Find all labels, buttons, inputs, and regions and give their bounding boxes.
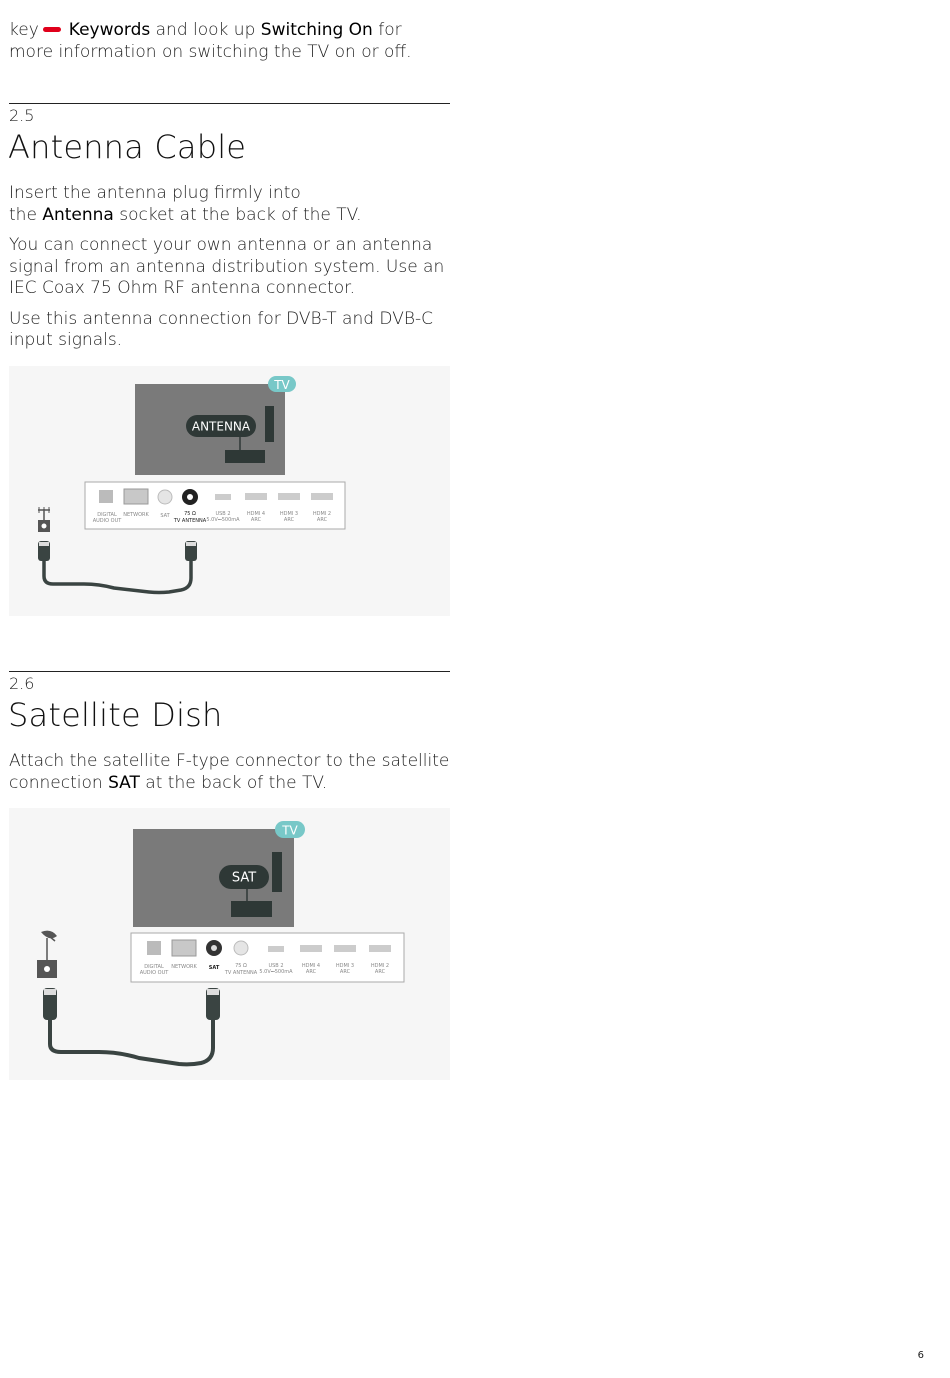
section-title: Satellite Dish	[8, 696, 223, 734]
text-line: Insert the antenna plug firmly into	[9, 183, 301, 203]
page-number: 6	[917, 1350, 924, 1361]
coax-plug-right-icon	[185, 541, 197, 561]
satellite-connection-figure	[9, 808, 450, 1080]
port-label: 75 Ω	[184, 511, 196, 517]
port-label: USB 2	[215, 511, 231, 517]
wall-antenna-socket-icon	[38, 507, 50, 532]
svg-text:ARC: ARC	[339, 969, 351, 975]
svg-text:TV ANTENNA: TV ANTENNA	[224, 970, 258, 976]
section-rule	[9, 671, 450, 672]
port-hdmi3	[278, 493, 300, 500]
port-label: DIGITAL	[97, 512, 117, 518]
callout-label: ANTENNA	[191, 419, 251, 434]
tv-socket-block	[225, 450, 265, 463]
red-key-icon	[43, 27, 61, 32]
paragraph	[9, 183, 450, 226]
section-rule	[9, 103, 450, 104]
svg-text:ARC: ARC	[283, 517, 295, 523]
intro-text-key: key	[9, 20, 39, 40]
coax-plug-right-icon	[206, 988, 220, 1020]
svg-text:5.0V⎓500mA: 5.0V⎓500mA	[206, 517, 240, 523]
text-span: the	[9, 204, 43, 225]
port-label: HDMI 2	[312, 511, 332, 517]
section-body	[9, 183, 450, 352]
section-body	[9, 751, 450, 794]
port-antenna	[234, 941, 248, 955]
port-hdmi4	[300, 945, 322, 952]
port-hdmi2	[311, 493, 333, 500]
intro-keywords: Keywords	[68, 20, 151, 40]
port-label: NETWORK	[171, 964, 197, 970]
svg-text:ARC: ARC	[250, 517, 262, 523]
port-network	[172, 940, 196, 956]
svg-text:ARC: ARC	[305, 969, 317, 975]
port-label: USB 2	[268, 963, 284, 969]
section-title: Antenna Cable	[8, 128, 247, 166]
svg-text:ARC: ARC	[316, 517, 328, 523]
satellite-cable	[50, 1020, 213, 1064]
svg-text:AUDIO OUT: AUDIO OUT	[139, 970, 169, 976]
paragraph: Use this antenna connection for DVB-T and DVB-C input signals.	[9, 308, 433, 350]
antenna-cable	[44, 561, 191, 593]
intro-line-2: more information on switching the TV on or off.	[9, 41, 412, 62]
port-hdmi2	[369, 945, 391, 952]
port-usb	[268, 946, 284, 952]
satellite-dish-icon	[37, 931, 57, 978]
tv-socket-block	[231, 901, 272, 917]
port-label: DIGITAL	[144, 964, 164, 970]
paragraph	[9, 751, 450, 794]
svg-text:AUDIO OUT: AUDIO OUT	[92, 518, 122, 524]
svg-text:TV ANTENNA: TV ANTENNA	[173, 518, 207, 524]
text-span: connection	[9, 772, 109, 793]
paragraph: You can connect your own antenna or an antenna signal from an antenna distribution system. Use an IEC Coax 75 Ohm RF antenna connector.	[9, 235, 445, 298]
intro-for: for	[372, 20, 402, 40]
coax-plug-left-icon	[43, 988, 57, 1020]
section-number: 2.5	[9, 106, 35, 125]
tv-badge-label: TV	[274, 378, 290, 392]
port-label: 75 Ω	[235, 963, 247, 969]
port-digital-audio	[147, 941, 161, 955]
tv-slot	[265, 406, 274, 442]
port-hdmi3	[334, 945, 356, 952]
text-span: at the back of the TV.	[139, 772, 328, 793]
port-usb	[215, 494, 231, 500]
port-label: HDMI 2	[370, 963, 390, 969]
port-label: SAT	[208, 965, 220, 971]
intro-paragraph	[9, 20, 450, 63]
port-label: NETWORK	[123, 512, 149, 518]
port-label: HDMI 4	[301, 963, 321, 969]
port-label: SAT	[160, 513, 170, 519]
section-number: 2.6	[9, 674, 35, 693]
svg-text:5.0V⎓500mA: 5.0V⎓500mA	[259, 969, 293, 975]
intro-lookup: and look up	[150, 20, 261, 40]
port-label: HDMI 4	[246, 511, 266, 517]
port-network	[124, 489, 148, 504]
tv-slot	[272, 852, 282, 892]
antenna-keyword: Antenna	[42, 204, 114, 225]
coax-plug-left-icon	[38, 541, 50, 561]
antenna-connection-figure	[9, 366, 450, 616]
port-digital-audio	[99, 490, 113, 503]
text-span: socket at the back of the TV.	[113, 204, 362, 225]
intro-switching-on: Switching On	[260, 20, 373, 40]
port-sat	[158, 490, 172, 504]
text-line: Attach the satellite F-type connector to the satellite	[9, 751, 450, 771]
tv-badge-label: TV	[282, 823, 298, 838]
antenna-diagram	[9, 366, 450, 616]
callout-label: SAT	[231, 870, 257, 886]
svg-text:ARC: ARC	[374, 969, 386, 975]
port-label: HDMI 3	[335, 963, 355, 969]
port-label: HDMI 3	[279, 511, 299, 517]
satellite-diagram	[9, 808, 450, 1080]
port-hdmi4	[245, 493, 267, 500]
sat-keyword: SAT	[108, 772, 140, 793]
